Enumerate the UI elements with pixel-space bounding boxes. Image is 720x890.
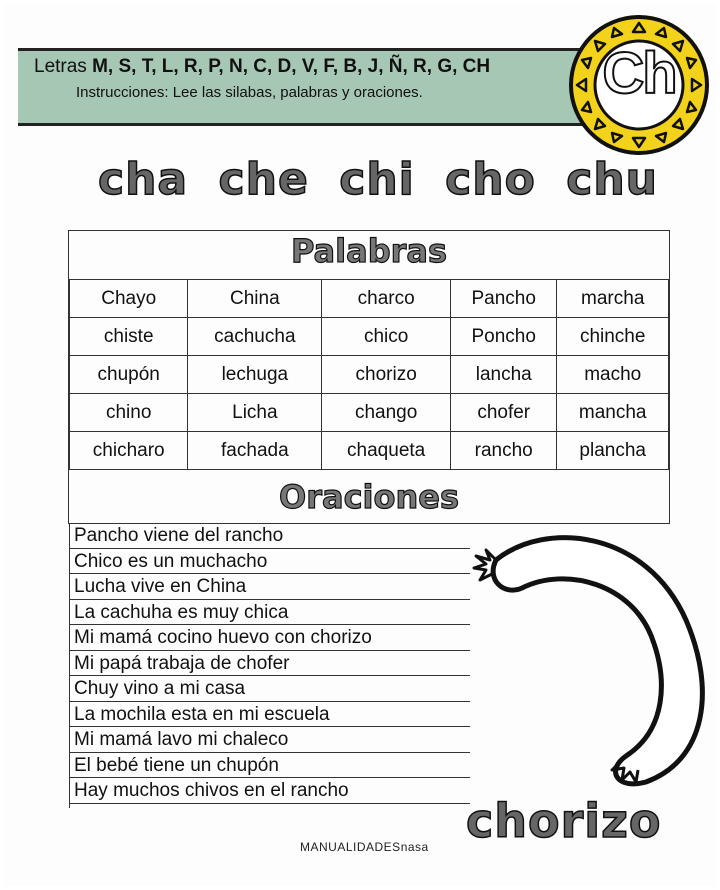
syllable-cha: cha bbox=[98, 154, 189, 205]
title-prefix: Letras bbox=[34, 56, 93, 77]
word-cell: chino bbox=[70, 394, 188, 432]
syllables-row bbox=[98, 154, 658, 205]
chorizo-label: chorizo bbox=[466, 794, 662, 848]
word-cell: marcha bbox=[557, 280, 669, 318]
oraciones-heading: Oraciones bbox=[278, 478, 460, 516]
list-item: Lucha vive en China bbox=[70, 574, 470, 600]
word-cell: lechuga bbox=[188, 356, 322, 394]
word-cell: rancho bbox=[451, 432, 557, 470]
words-table bbox=[69, 279, 669, 470]
header-underline bbox=[18, 124, 618, 126]
word-cell: chorizo bbox=[322, 356, 451, 394]
word-cell: plancha bbox=[557, 432, 669, 470]
word-cell: Poncho bbox=[451, 318, 557, 356]
list-item: La cachuha es muy chica bbox=[70, 600, 470, 626]
list-item: Mi mamá lavo mi chaleco bbox=[70, 727, 470, 753]
syllable-che: che bbox=[218, 154, 309, 205]
word-cell: China bbox=[188, 280, 322, 318]
word-cell: charco bbox=[322, 280, 451, 318]
table-row bbox=[70, 318, 669, 356]
list-item: Pancho viene del rancho bbox=[70, 523, 470, 549]
list-item: Hay muchos chivos en el rancho bbox=[70, 778, 470, 804]
words-table-box bbox=[68, 230, 670, 524]
word-cell: chicharo bbox=[70, 432, 188, 470]
palabras-heading: Palabras bbox=[290, 232, 448, 270]
word-cell: mancha bbox=[557, 394, 669, 432]
word-cell: chupón bbox=[70, 356, 188, 394]
word-cell: Licha bbox=[188, 394, 322, 432]
instructions-text: Instrucciones: Lee las silabas, palabras y oraciones. bbox=[76, 84, 423, 101]
word-cell: chico bbox=[322, 318, 451, 356]
list-item: La mochila esta en mi escuela bbox=[70, 702, 470, 728]
syllable-chi: chi bbox=[339, 154, 415, 205]
list-item: El bebé tiene un chupón bbox=[70, 753, 470, 779]
page-title bbox=[34, 56, 490, 78]
list-item: Chuy vino a mi casa bbox=[70, 676, 470, 702]
worksheet-page bbox=[4, 4, 716, 886]
table-row bbox=[70, 356, 669, 394]
word-cell: Chayo bbox=[70, 280, 188, 318]
list-item: Mi papá trabaja de chofer bbox=[70, 651, 470, 677]
sentences-list bbox=[70, 523, 470, 804]
list-item: Mi mamá cocino huevo con chorizo bbox=[70, 625, 470, 651]
badge-letters: Ch bbox=[602, 41, 676, 106]
table-row bbox=[70, 432, 669, 470]
table-row bbox=[70, 280, 669, 318]
word-cell: chiste bbox=[70, 318, 188, 356]
word-cell: cachucha bbox=[188, 318, 322, 356]
word-cell: chofer bbox=[451, 394, 557, 432]
word-cell: macho bbox=[557, 356, 669, 394]
syllable-cho: cho bbox=[445, 154, 536, 205]
word-cell: fachada bbox=[188, 432, 322, 470]
chorizo-icon bbox=[456, 520, 716, 810]
word-cell: lancha bbox=[451, 356, 557, 394]
table-row bbox=[70, 394, 669, 432]
footer-brand: MANUALIDADESnasa bbox=[300, 840, 429, 854]
word-cell: chango bbox=[322, 394, 451, 432]
list-item: Chico es un muchacho bbox=[70, 549, 470, 575]
syllable-chu: chu bbox=[566, 154, 658, 205]
word-cell: Pancho bbox=[451, 280, 557, 318]
title-letters: M, S, T, L, R, P, N, C, D, V, F, B, J, Ñ, R, G, CH bbox=[92, 56, 491, 77]
word-cell: chaqueta bbox=[322, 432, 451, 470]
word-cell: chinche bbox=[557, 318, 669, 356]
